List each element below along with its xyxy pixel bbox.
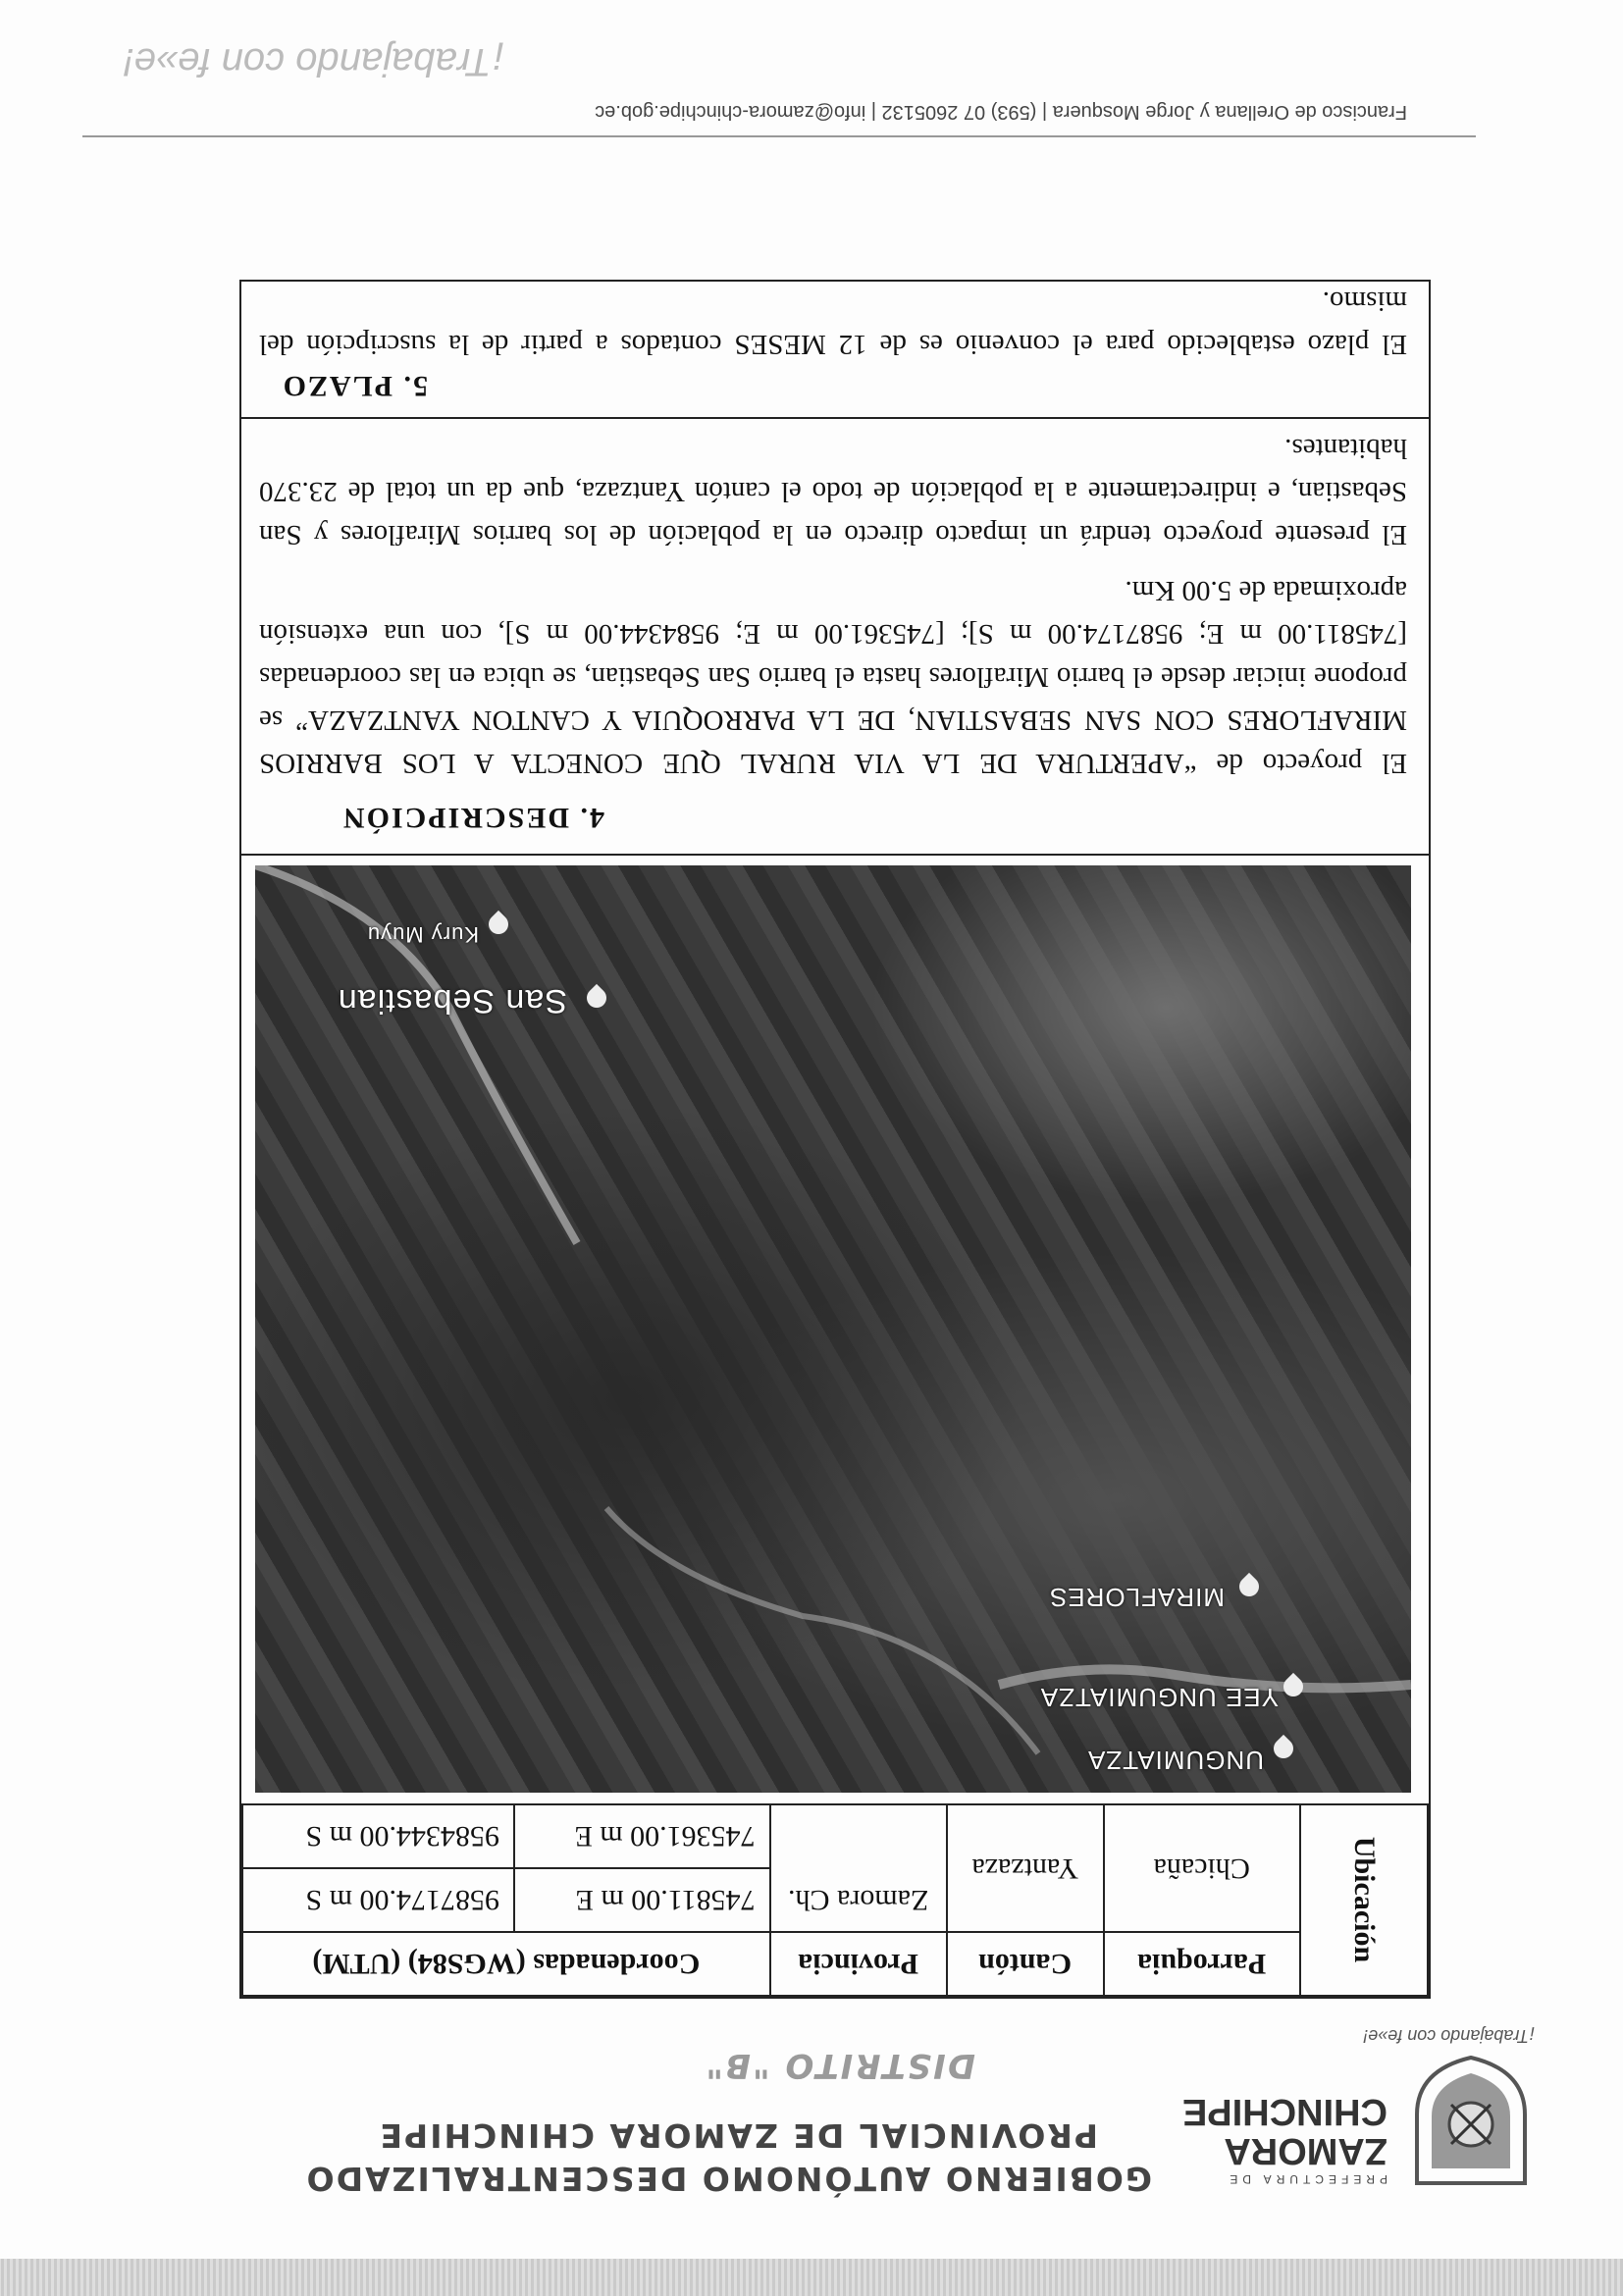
cell-parroquia: Chicaña <box>1104 1804 1300 1932</box>
cell-canton: Yantzaza <box>947 1804 1104 1932</box>
cell-provincia: Zamora Ch. <box>770 1868 947 1932</box>
prefectura-seal-icon <box>1407 2056 1535 2203</box>
header-canton: Cantón <box>947 1932 1104 1996</box>
footer-address: Francisco de Orellana y Jorge Mosquera | (593) 07 2605132 | info@zamora-chinchipe.gob.ec <box>595 101 1407 123</box>
coord-2-east: 745361.00 m E <box>514 1804 770 1868</box>
footer-tagline: ¡Trabajando con fe»e! <box>123 40 504 83</box>
divider <box>241 417 1429 419</box>
header-provincia: Provincia <box>770 1932 947 1996</box>
header-parroquia: Parroquia <box>1104 1932 1300 1996</box>
description-title: 4. DESCRIPCIÓN <box>340 802 604 834</box>
map-label-kury-muyu: Kury Muyu <box>366 922 479 947</box>
coord-1-east: 745811.00 m E <box>514 1868 770 1932</box>
cell-provincia-empty <box>770 1804 947 1868</box>
coord-1-south: 9587174.00 m S <box>242 1868 514 1932</box>
map-label-yee-ungumiatza: YEE UNGUMIATZA <box>1039 1683 1279 1712</box>
footer-rule <box>82 135 1476 137</box>
institution-title <box>305 2113 1152 2200</box>
description-paragraph-2: El presente proyecto tendrá un impacto directo en la población de los barrios Miraflores y San Sebastian, e indirectamente a la población de todo el cantón Yantzaza, que da un total de 23.370 habitantes. <box>259 433 1407 550</box>
scan-artifact-bar <box>0 2259 1623 2296</box>
description-paragraph-1: El proyecto de “APERTURA DE LA VIA RURAL QUE CONECTA A LOS BARRIOS MIRAFLORES CON SAN SEBASTIAN, DE LA PARROQUIA Y CANTON YANTZAZA” se propone iniciar desde el barrio Miraflores hasta el barrio San Sebastian, se ubica en las coordenadas [745811.00 m E; 9587174.00 m S]; [745361.00 m E; 9584344.00 m S], con una extensión aproximada de 5.00 Km. <box>259 575 1407 779</box>
institution-title-line2: PROVINCIAL DE ZAMORA CHINCHIPE <box>378 2116 1098 2155</box>
logo-prefix: PREFECTURA DE <box>1225 2172 1387 2186</box>
content-box <box>239 280 1431 1999</box>
plazo-paragraph: El plazo establecido para el convenio es de 12 MESES contados a partir de la suscripción del mismo. <box>259 286 1407 360</box>
location-side-cell <box>1300 1804 1428 1996</box>
institution-title-line1: GOBIERNO AUTÓNOMO DESCENTRALIZADO <box>304 2160 1152 2198</box>
header-tagline: ¡Trabajando con fe»e! <box>1363 2026 1535 2046</box>
map-label-miraflores: MIRAFLORES <box>1048 1583 1225 1612</box>
district-label: DISTRITO "B" <box>704 2046 975 2085</box>
location-side-label: Ubicación <box>1347 1837 1381 1963</box>
plazo-title: 5. PLAZO <box>281 370 428 402</box>
satellite-map <box>255 865 1411 1793</box>
divider <box>241 854 1429 856</box>
map-label-ungumiatza: UNGUMIATZA <box>1087 1746 1264 1775</box>
logo-name: ZAMORA CHINCHIPE <box>1181 2091 1387 2171</box>
location-table <box>241 1803 1429 1997</box>
coord-2-south: 9584344.00 m S <box>242 1804 514 1868</box>
header-coords: Coordenadas (WGS84) (UTM) <box>242 1932 770 1996</box>
map-label-san-sebastian: San Sebastian <box>337 982 567 1019</box>
